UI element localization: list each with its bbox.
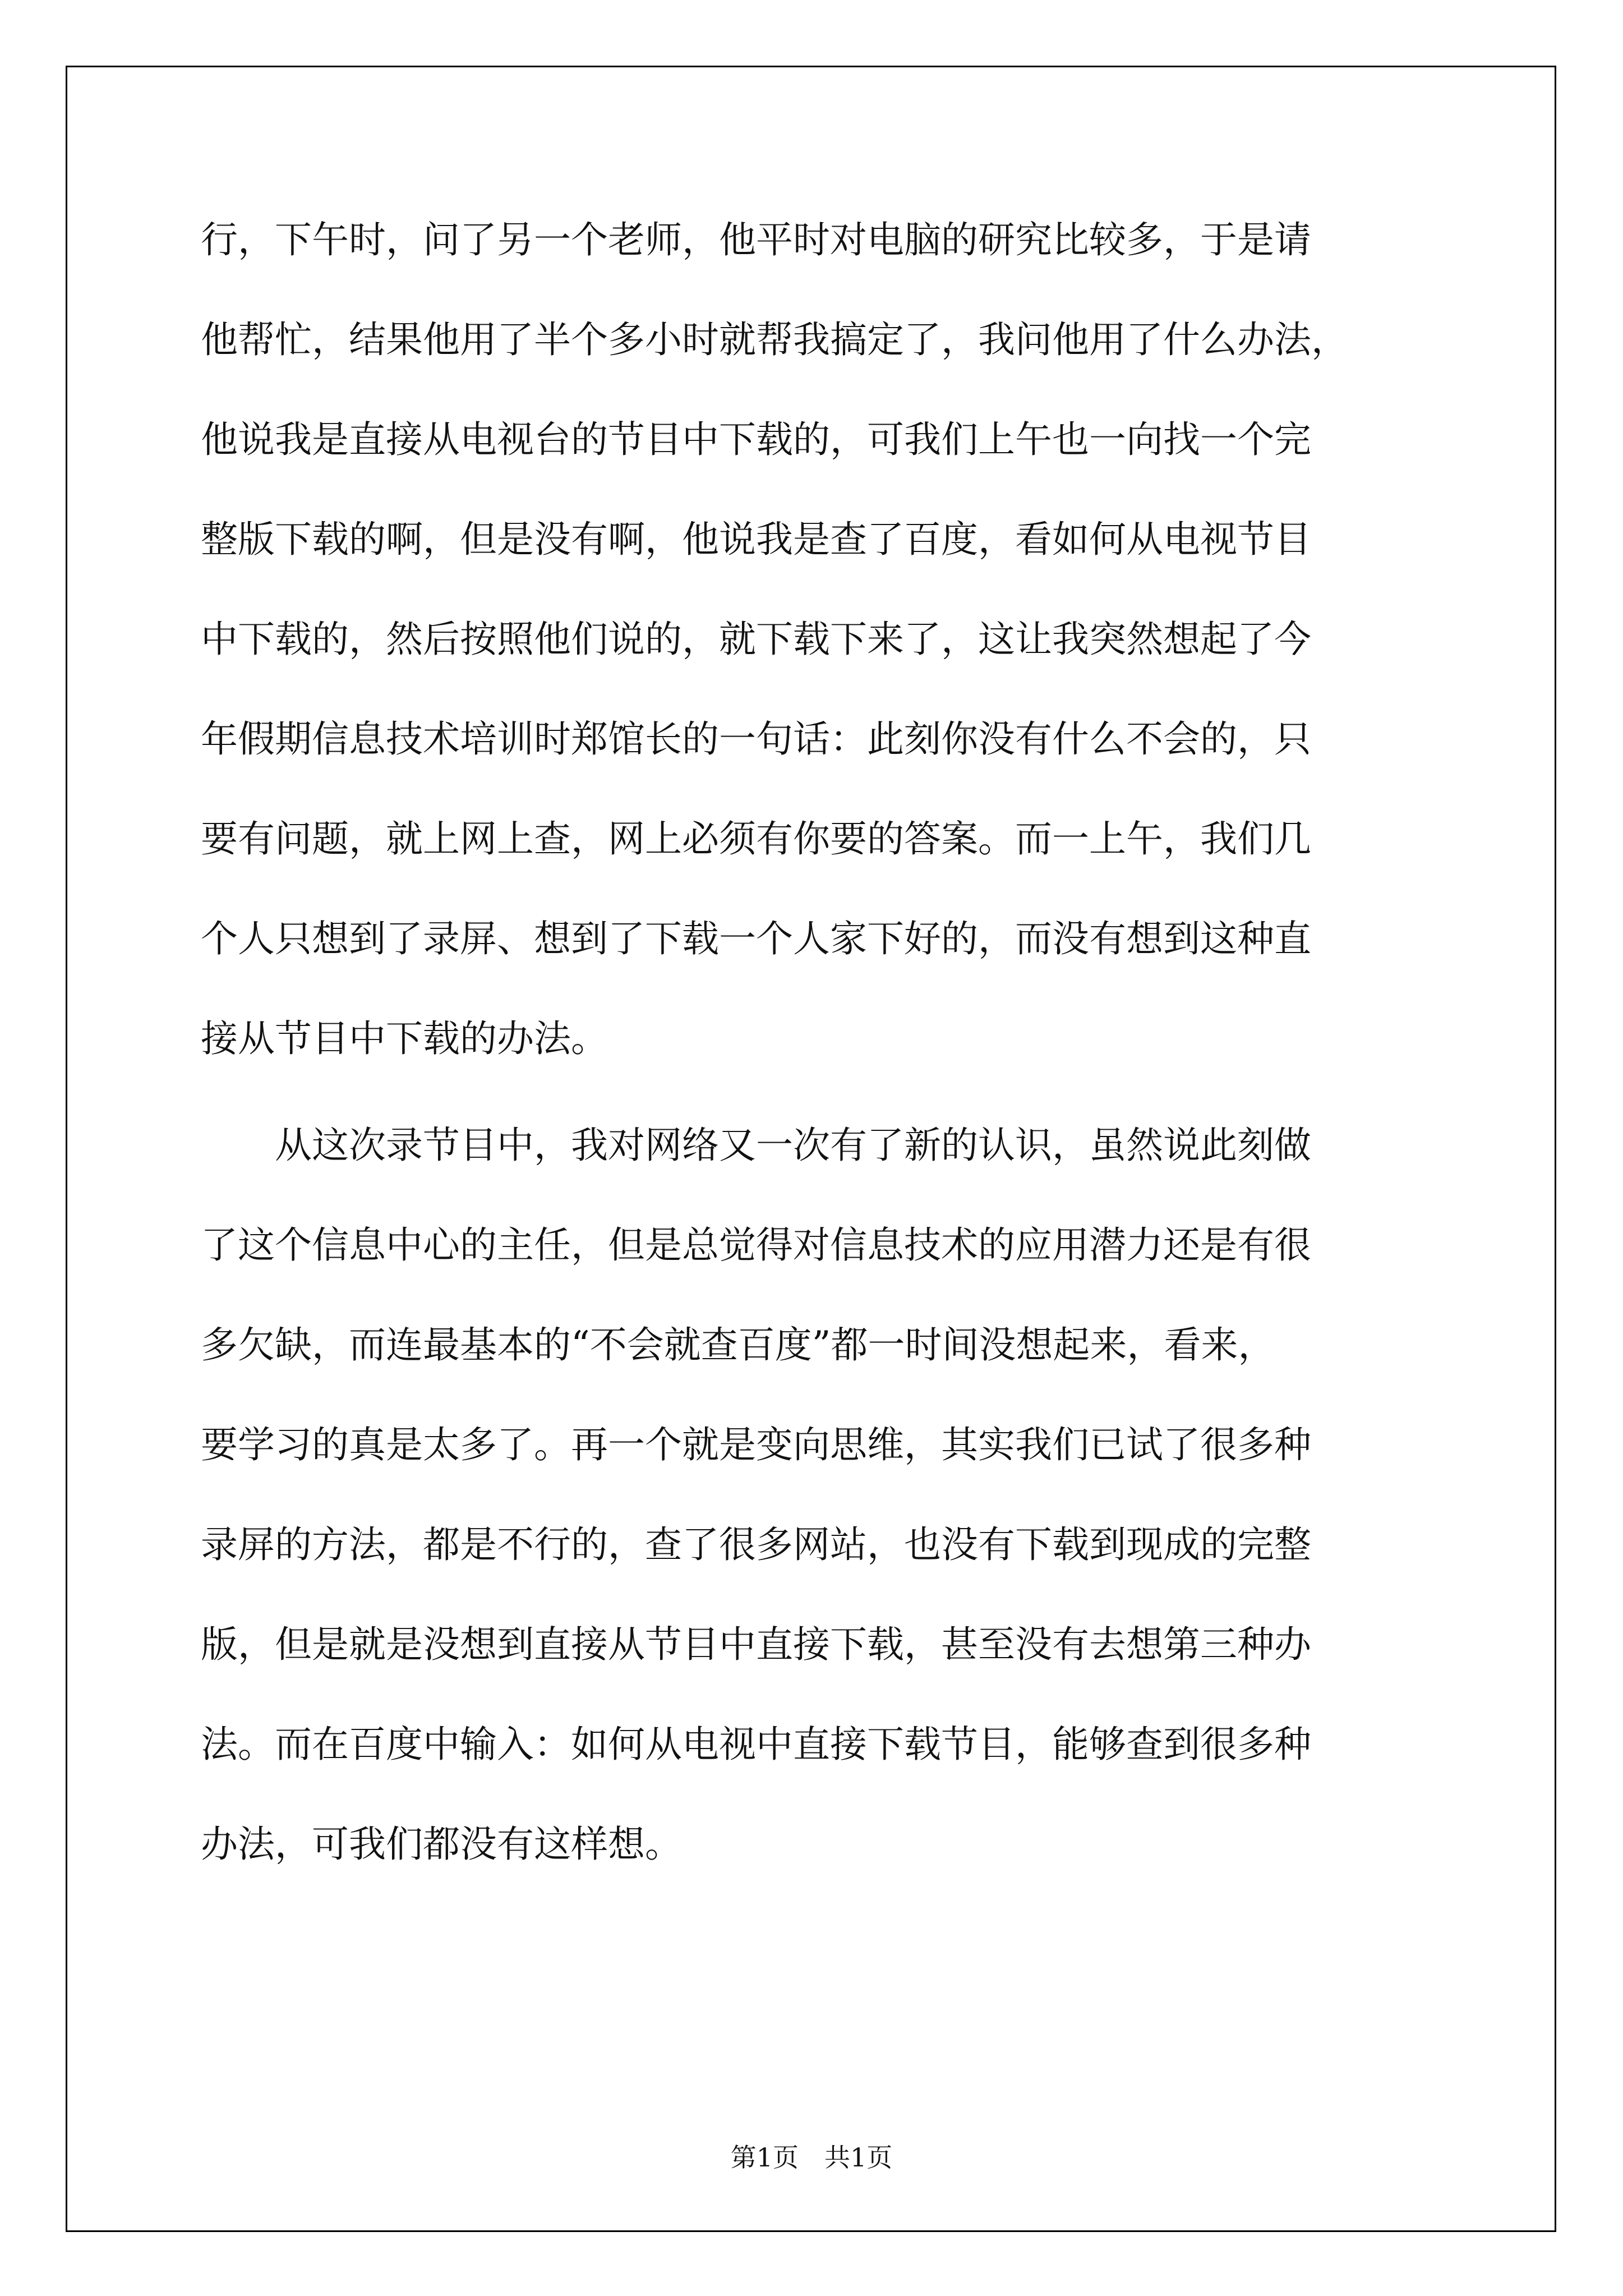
text-line: 要有问题，就上网上查，网上必须有你要的答案。而一上午，我们几 bbox=[201, 817, 1311, 861]
text-line: 个人只想到了录屏、想到了下载一个人家下好的，而没有想到这种直 bbox=[201, 917, 1311, 960]
text-line: 他帮忙，结果他用了半个多小时就帮我搞定了，我问他用了什么办法， bbox=[201, 318, 1348, 361]
text-line: 了这个信息中心的主任，但是总觉得对信息技术的应用潜力还是有很 bbox=[201, 1223, 1311, 1267]
text-line: 年假期信息技术培训时郑馆长的一句话：此刻你没有什么不会的，只 bbox=[201, 717, 1311, 761]
page-number-footer: 第1页 共1页 bbox=[730, 2142, 893, 2173]
text-line: 他说我是直接从电视台的节目中下载的，可我们上午也一向找一个完 bbox=[201, 418, 1311, 461]
text-line: 中下载的，然后按照他们说的，就下载下来了，这让我突然想起了今 bbox=[201, 618, 1311, 661]
text-line: 办法，可我们都没有这样想。 bbox=[201, 1823, 682, 1866]
document-body bbox=[201, 218, 1435, 1926]
text-line: 整版下载的啊，但是没有啊，他说我是查了百度，看如何从电视节目 bbox=[201, 518, 1311, 561]
text-line: 多欠缺，而连最基本的“不会就查百度”都一时间没想起来，看来， bbox=[201, 1323, 1275, 1366]
text-line: 录屏的方法，都是不行的，查了很多网站，也没有下载到现成的完整 bbox=[201, 1523, 1311, 1566]
text-line: 从这次录节目中，我对网络又一次有了新的认识，虽然说此刻做 bbox=[201, 1124, 1311, 1167]
text-line: 行，下午时，问了另一个老师，他平时对电脑的研究比较多，于是请 bbox=[201, 218, 1311, 261]
text-line: 版，但是就是没想到直接从节目中直接下载，甚至没有去想第三种办 bbox=[201, 1623, 1311, 1666]
text-line: 接从节目中下载的办法。 bbox=[201, 1017, 608, 1060]
text-line: 法。而在百度中输入：如何从电视中直接下载节目，能够查到很多种 bbox=[201, 1723, 1311, 1766]
text-line: 要学习的真是太多了。再一个就是变向思维，其实我们已试了很多种 bbox=[201, 1423, 1311, 1466]
